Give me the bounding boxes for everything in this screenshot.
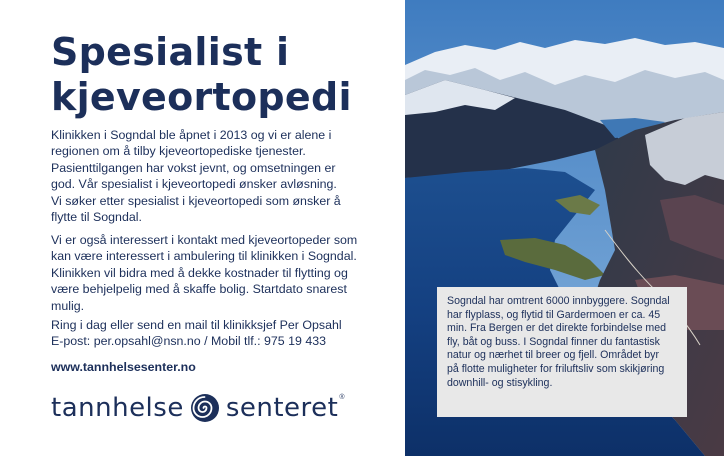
spiral-icon [190,393,220,423]
contact-line: Ring i dag eller send en mail til klinikksjef Per Opsahl [51,318,342,332]
intro-line: flytte til Sogndal. [51,210,142,225]
ambulation-line: Klinikken vil bidra med å dekke kostnader til flytting og [51,265,348,280]
ambulation-line: mulig. [51,298,85,313]
info-line: har flyplass, og flytid til Gardermoen er ca. 45 [447,308,661,321]
ad-title [51,30,391,120]
ambulation-line: Vi er også interessert i kontakt med kjeveortopeder som [51,233,358,247]
ambulation-line: kan være interessert i ambulering til klinikken i Sogndal. [51,249,357,264]
info-line: min. Fra Bergen er det direkte forbindelse med [447,322,667,335]
contact-paragraph [51,317,376,350]
intro-paragraph [51,127,376,225]
ambulation-line: være behjelpelig med å skaffe bolig. Startdato snarest [51,282,347,297]
info-line: natur og nærhet til breer og fjell. Området byr [447,349,659,362]
info-line: fly, båt og buss. I Sogndal finner du fantastisk [447,335,660,348]
logo-word-left: tannhelse [51,393,184,423]
intro-line: god. Vår spesialist i kjeveortopedi ønsker avløsning. [51,177,337,192]
contact-line: E-post: per.opsahl@nsn.no / Mobil tlf.: 975 19 433 [51,334,327,349]
intro-line: Klinikken i Sogndal ble åpnet i 2013 og vi er alene i [51,128,332,142]
info-line: downhill- og stisykling. [447,376,553,389]
registered-mark: ® [339,394,345,401]
intro-line: Vi søker etter spesialist i kjeveortopedi som ønsker å [51,193,341,208]
ambulation-paragraph [51,232,376,314]
website-link[interactable]: www.tannhelsesenter.no [51,360,196,374]
ad-title-line-2: kjeveortopedi [51,75,352,119]
intro-line: Pasienttilgangen har vokst jevnt, og omsetningen er [51,160,336,175]
company-logo [51,388,345,428]
info-line: på flotte muligheter for friluftsliv som skikjøring [447,362,665,375]
logo-word-right: senteret [225,393,339,423]
info-line: Sogndal har omtrent 6000 innbyggere. Sogndal [447,295,670,307]
ad-title-line-1: Spesialist i [51,30,290,74]
intro-line: regionen om å tilby kjeveortopediske tjenester. [51,144,306,159]
sogndal-info-box [437,287,687,417]
